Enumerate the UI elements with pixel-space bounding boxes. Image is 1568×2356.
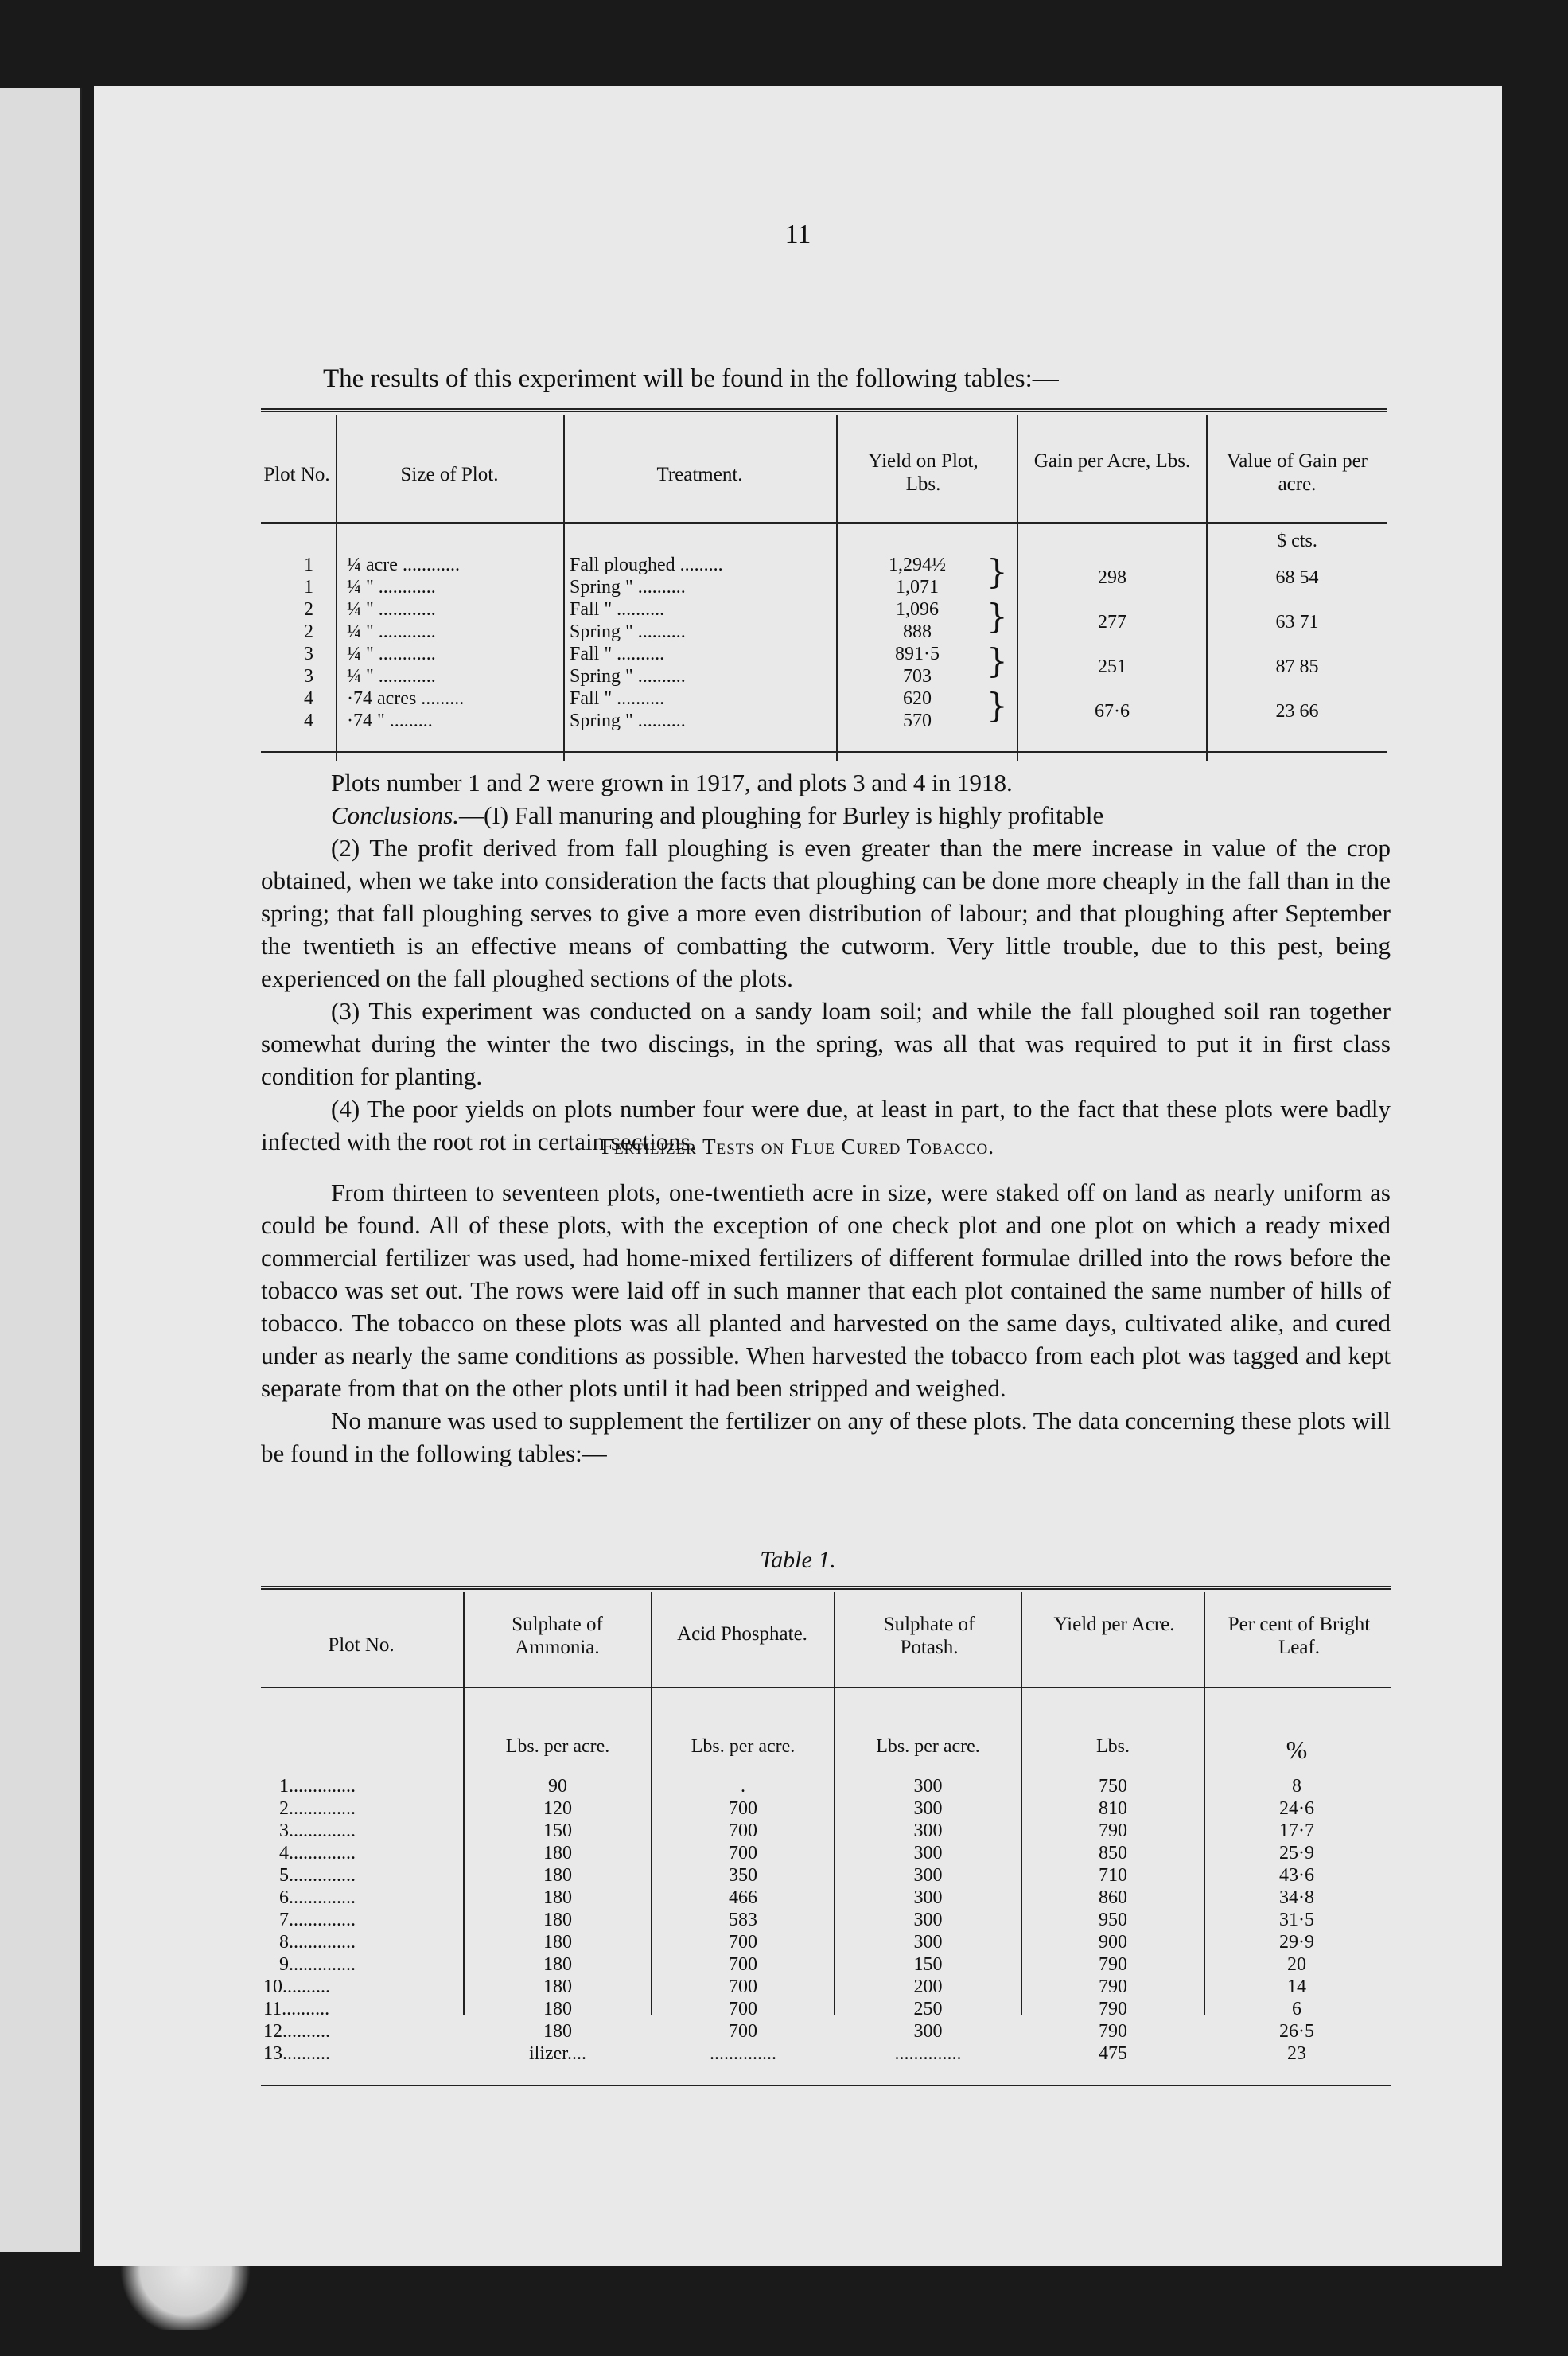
t1-cell: 43·6 (1279, 1865, 1314, 1886)
t1-cell: 700 (729, 1999, 757, 2019)
t1-cell: 31·5 (1279, 1910, 1314, 1930)
t1-cell: 180 (543, 1910, 572, 1930)
table-cell: 1,096 (896, 599, 939, 620)
col-header-value: Value of Gain per acre. (1226, 450, 1368, 495)
t1-cell: 150 (913, 1954, 943, 1975)
t1-cell: 20 (1287, 1954, 1306, 1975)
table-column-rule (1017, 415, 1018, 761)
t1-cell: 29·9 (1279, 1932, 1314, 1953)
t1-cell: 6.............. (279, 1887, 356, 1908)
table-cell: ·74 acres ......... (347, 688, 465, 709)
t1-cell: 710 (1099, 1865, 1127, 1886)
t1-header-yield: Yield per Acre. (1053, 1614, 1175, 1635)
table1-column-rule (651, 1592, 652, 2015)
table-cell: 703 (903, 666, 932, 687)
t1-cell: 7.............. (279, 1910, 356, 1930)
t1-cell: 3.............. (279, 1821, 356, 1841)
t1-cell: 180 (543, 1843, 572, 1863)
t1-cell: 700 (729, 1821, 757, 1841)
t1-cell: 180 (543, 1865, 572, 1886)
t1-cell: 150 (543, 1821, 572, 1841)
value-cell: 23 66 (1275, 701, 1319, 722)
t1-unit: Lbs. per acre. (876, 1736, 980, 1757)
t1-cell: ilizer.... (529, 2043, 586, 2064)
table-cell: 4 (304, 688, 313, 709)
section-heading: Fertilizer Tests on Flue Cured Tobacco. (601, 1135, 995, 1159)
t1-cell: 700 (729, 2021, 757, 2042)
table-cell: Spring " .......... (570, 621, 686, 642)
t1-cell: 11.......... (263, 1999, 330, 2019)
table1-column-rule (1204, 1592, 1205, 2015)
value-cell: 68 54 (1275, 567, 1319, 588)
t1-header-plot: Plot No. (328, 1634, 395, 1656)
table1-header-rule (261, 1687, 1391, 1688)
gain-cell: 277 (1098, 612, 1126, 633)
t1-cell: 700 (729, 1954, 757, 1975)
value-cell: 87 85 (1275, 656, 1319, 677)
adjacent-page-edge (0, 88, 82, 2252)
t1-cell: 300 (913, 1843, 943, 1863)
table-cell: ¼ " ............ (347, 599, 436, 620)
t1-cell: 300 (913, 1910, 943, 1930)
t1-cell: 850 (1099, 1843, 1127, 1863)
col-header-plot: Plot No. (263, 464, 330, 485)
t1-cell: 750 (1099, 1776, 1127, 1797)
table-cell: ¼ " ............ (347, 666, 436, 687)
table1-bottom-rule (261, 2085, 1391, 2086)
t1-cell: 8 (1292, 1776, 1301, 1797)
t1-cell: 700 (729, 1843, 757, 1863)
t1-cell: 26·5 (1279, 2021, 1314, 2042)
row-pair-brace: } (986, 686, 1008, 725)
t1-cell: 2.............. (279, 1798, 356, 1819)
t1-cell: 90 (548, 1776, 567, 1797)
t1-cell: 950 (1099, 1910, 1127, 1930)
paragraph: (2) The profit derived from fall ploughing is even greater than the mere increase in value of the crop obtained, when we take into consideration the facts that ploughing can be done more cheaply in the fall than in the spring; that fall ploughing serves to give a more even distribution of labour; and that ploughing after September the twentieth is an effective means of combatting the cutworm. Very little trouble, due to this pest, being experienced on the fall ploughed sections of the plots. (261, 834, 1391, 992)
row-pair-brace: } (986, 552, 1008, 591)
t1-cell: 810 (1099, 1798, 1127, 1819)
t1-cell: 34·8 (1279, 1887, 1314, 1908)
table-column-rule (836, 415, 838, 761)
t1-cell: 180 (543, 1954, 572, 1975)
t1-cell: 300 (913, 1798, 943, 1819)
table-cell: 570 (903, 711, 932, 731)
t1-unit: Lbs. (1096, 1736, 1130, 1757)
t1-cell: 790 (1099, 2021, 1127, 2042)
t1-cell: .............. (710, 2043, 776, 2064)
table-cell: 1 (304, 555, 313, 575)
paragraph: (4) The poor yields on plots number four were due, at least in part, to the fact that these plots were badly infected with the root rot in certain sections. (261, 1095, 1391, 1155)
t1-cell: 300 (913, 1865, 943, 1886)
t1-cell: 300 (913, 2021, 943, 2042)
table-cell: Fall " .......... (570, 599, 665, 620)
t1-cell: 5.............. (279, 1865, 356, 1886)
table-cell: ·74 " ......... (347, 711, 433, 731)
table-cell: Spring " .......... (570, 577, 686, 598)
table-top-rule (261, 408, 1387, 412)
t1-cell: 700 (729, 1976, 757, 1997)
table-header-rule (261, 522, 1387, 524)
table-cell: 2 (304, 599, 313, 620)
body-text-lower (261, 1176, 1391, 1470)
t1-cell: 300 (913, 1821, 943, 1841)
table-cell: 1,071 (896, 577, 939, 598)
paragraph: From thirteen to seventeen plots, one-twentieth acre in size, were staked off on land as nearly uniform as could be found. All of these plots, with the exception of one check plot and one plot on which a ready mixed commercial fertilizer was used, had home-mixed fertilizers of different formulae drilled into the rows before the tobacco was set out. The rows were laid off in such manner that each plot contained the same number of hills of tobacco. The tobacco on these plots was all planted and harvested on the same days, cultivated alike, and cured under as nearly the same conditions as possible. When harvested the tobacco from each plot was tagged and kept separate from that on the other plots until it had been stripped and weighed. (261, 1178, 1391, 1402)
t1-cell: . (741, 1776, 745, 1797)
table-cell: ¼ acre ............ (347, 555, 460, 575)
col-header-treatment: Treatment. (656, 464, 743, 485)
col-header-gain: Gain per Acre, Lbs. (1033, 450, 1191, 472)
t1-header-ammonia: Sulphate of Ammonia. (512, 1614, 603, 1658)
t1-cell: 900 (1099, 1932, 1127, 1953)
table1-column-rule (1021, 1592, 1022, 2015)
t1-cell: 10.......... (263, 1976, 330, 1997)
table-cell: 888 (903, 621, 932, 642)
t1-cell: 1.............. (279, 1776, 356, 1797)
t1-cell: 14 (1287, 1976, 1306, 1997)
table-cell: 891·5 (895, 644, 940, 664)
t1-cell: 700 (729, 1798, 757, 1819)
row-pair-brace: } (986, 641, 1008, 680)
t1-cell: 466 (729, 1887, 757, 1908)
t1-cell: 12.......... (263, 2021, 330, 2042)
table1-column-rule (463, 1592, 465, 2015)
t1-cell: 17·7 (1279, 1821, 1314, 1841)
t1-cell: 583 (729, 1910, 757, 1930)
t1-cell: 24·6 (1279, 1798, 1314, 1819)
t1-cell: 300 (913, 1776, 943, 1797)
paragraph (261, 799, 1391, 831)
paragraph: Plots number 1 and 2 were grown in 1917, and plots 3 and 4 in 1918. (331, 769, 1013, 796)
gain-cell: 67·6 (1095, 701, 1130, 722)
table-cell: ¼ " ............ (347, 644, 436, 664)
conclusions-text: —(I) Fall manuring and ploughing for Burley is highly profitable (459, 801, 1104, 829)
col-header-yield: Yield on Plot, Lbs. (868, 450, 979, 495)
t1-unit: % (1286, 1735, 1308, 1764)
t1-header-potash: Sulphate of Potash. (883, 1614, 975, 1658)
t1-cell: 790 (1099, 1976, 1127, 1997)
t1-header-acid: Acid Phosphate. (677, 1623, 807, 1645)
col-header-size: Size of Plot. (400, 464, 499, 485)
t1-cell: 180 (543, 2021, 572, 2042)
t1-cell: 180 (543, 1932, 572, 1953)
table-bottom-rule (261, 751, 1387, 753)
t1-cell: 200 (913, 1976, 943, 1997)
table-cell: 2 (304, 621, 313, 642)
table-cell: Fall " .......... (570, 688, 665, 709)
row-pair-brace: } (986, 597, 1008, 636)
t1-unit: Lbs. per acre. (505, 1736, 610, 1757)
gain-cell: 298 (1098, 567, 1126, 588)
table-column-rule (1206, 415, 1208, 761)
table-cell: ¼ " ............ (347, 577, 436, 598)
t1-cell: 8.............. (279, 1932, 356, 1953)
t1-cell: 790 (1099, 1999, 1127, 2019)
t1-cell: .............. (894, 2043, 962, 2064)
table-cell: 3 (304, 644, 313, 664)
t1-cell: 25·9 (1279, 1843, 1314, 1863)
value-cell: 63 71 (1275, 612, 1319, 633)
table1-column-rule (834, 1592, 835, 2015)
t1-unit: Lbs. per acre. (691, 1736, 796, 1757)
table-cell: 1 (304, 577, 313, 598)
t1-cell: 700 (729, 1932, 757, 1953)
table-cell: Fall ploughed ......... (570, 555, 723, 575)
t1-cell: 180 (543, 1887, 572, 1908)
paragraph: (3) This experiment was conducted on a sandy loam soil; and while the fall ploughed soil ran together somewhat during the winter the two discings, in the spring, was all that was required to put it in first class condition for planting. (261, 997, 1391, 1090)
table-cell: Spring " .......... (570, 666, 686, 687)
table-cell: Spring " .......... (570, 711, 686, 731)
t1-cell: 180 (543, 1976, 572, 1997)
t1-cell: 13.......... (263, 2043, 330, 2064)
t1-cell: 23 (1287, 2043, 1306, 2064)
table-cell: ¼ " ............ (347, 621, 436, 642)
t1-cell: 475 (1099, 2043, 1127, 2064)
t1-cell: 300 (913, 1932, 943, 1953)
t1-cell: 120 (543, 1798, 572, 1819)
intro-sentence: The results of this experiment will be found in the following tables:— (323, 364, 1059, 393)
t1-header-bright: Per cent of Bright Leaf. (1228, 1614, 1371, 1658)
table-cell: 1,294½ (889, 555, 946, 575)
table-title: Table 1. (760, 1547, 836, 1573)
page-number: 11 (784, 220, 811, 249)
gain-cell: 251 (1098, 656, 1126, 677)
t1-cell: 250 (913, 1999, 943, 2019)
value-unit: $ cts. (1277, 531, 1317, 551)
t1-cell: 6 (1292, 1999, 1301, 2019)
body-text-upper (261, 766, 1391, 1158)
t1-cell: 180 (543, 1999, 572, 2019)
paragraph: No manure was used to supplement the fertilizer on any of these plots. The data concerning these plots will be found in the following tables:— (261, 1407, 1391, 1467)
table-cell: 620 (903, 688, 932, 709)
t1-cell: 350 (729, 1865, 757, 1886)
conclusions-label: Conclusions. (331, 801, 460, 829)
t1-cell: 790 (1099, 1821, 1127, 1841)
t1-cell: 300 (913, 1887, 943, 1908)
document-page (94, 86, 1502, 2266)
t1-cell: 790 (1099, 1954, 1127, 1975)
table1-top-rule (261, 1586, 1391, 1590)
table-cell: 3 (304, 666, 313, 687)
t1-cell: 9.............. (279, 1954, 356, 1975)
t1-cell: 860 (1099, 1887, 1127, 1908)
table-cell: Fall " .......... (570, 644, 665, 664)
t1-cell: 4.............. (279, 1843, 356, 1863)
table-cell: 4 (304, 711, 313, 731)
